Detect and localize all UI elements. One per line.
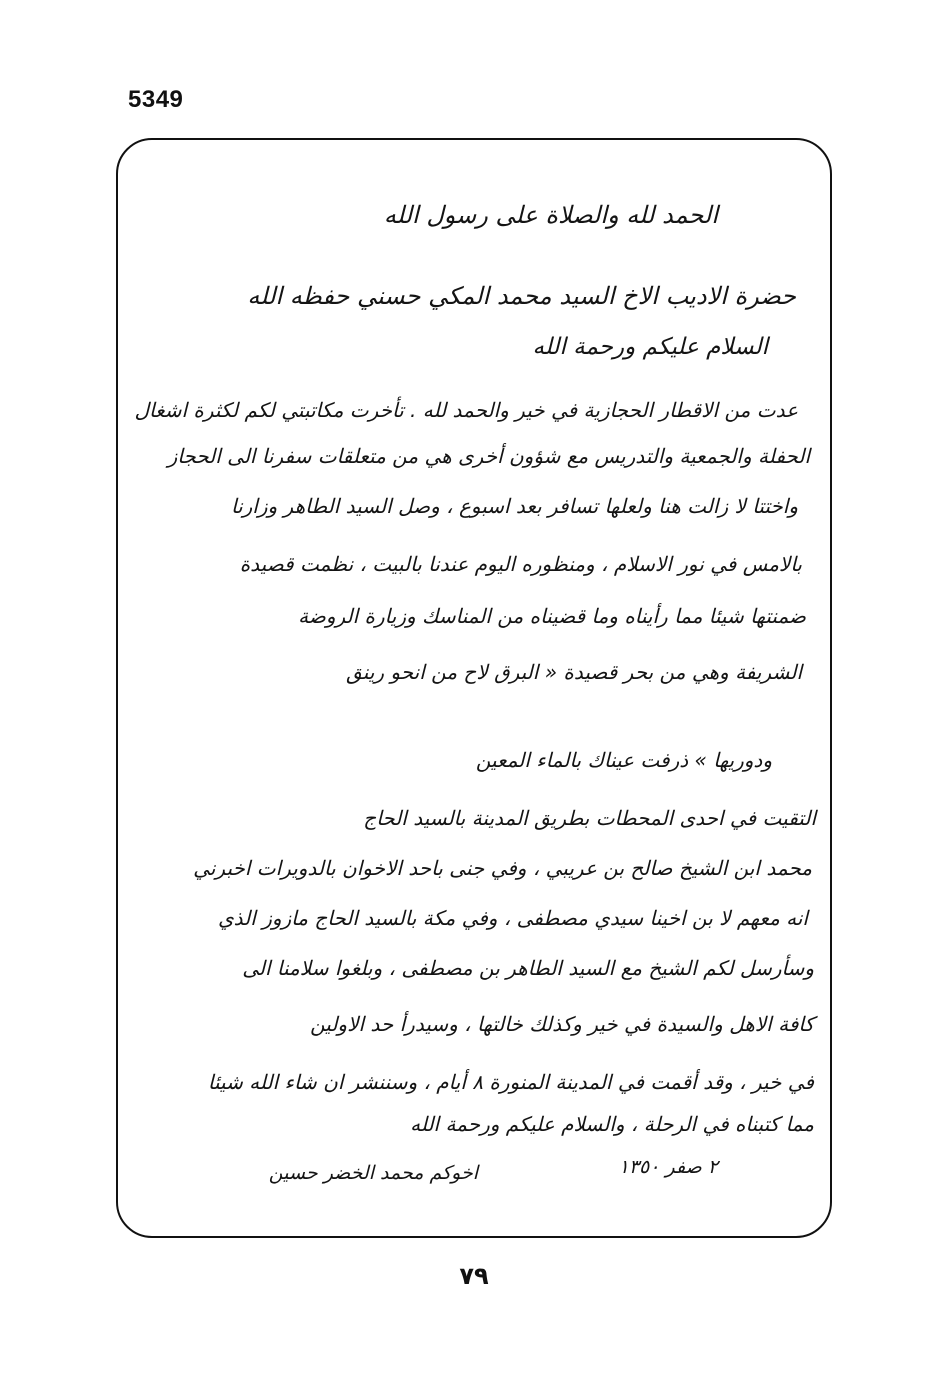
letter-body-line: وسأرسل لكم الشيخ مع السيد الطاهر بن مصطفى ، وبلغوا سلامنا الى [242,956,814,980]
letter-body-line: محمد ابن الشيخ صالح بن عريبي ، وفي جنى باحد الاخوان بالدويرات اخبرني [193,856,812,880]
letter-body-line: انه معهم لا بن اخينا سيدي مصطفى ، وفي مكة بالسيد الحاج مازوز الذي [218,906,808,930]
letter-body-line: بالامس في نور الاسلام ، ومنظوره اليوم عندنا بالبيت ، نظمت قصيدة [239,552,802,576]
letter-body-line: ودوريها » ذرفت عيناك بالماء المعين [475,748,772,772]
letter-body-line: الشريفة وهي من بحر قصيدة « البرق لاح من انحو رينق [346,660,802,684]
page-number: ٧٩ [459,1262,489,1290]
letter-signature: اخوكم محمد الخضر حسين [268,1162,478,1184]
letter-greeting: السلام عليكم ورحمة الله [532,334,768,360]
letter-body-line: في خير ، وقد أقمت في المدينة المنورة ٨ أيام ، وسننشر ان شاء الله شيئا [207,1070,814,1094]
letter-date: ٢ صفر ١٣٥٠ [618,1156,718,1178]
letter-body-line: عدت من الاقطار الحجازية في خير والحمد لله . تأخرت مكاتبتي لكم لكثرة اشغال [134,398,798,422]
letter-body-line: التقيت في احدى المحطات بطريق المدينة بالسيد الحاج [363,806,816,830]
document-id: 5349 [128,86,184,113]
letter-body-line: ضمنتها شيئا مما رأيناه وما قضيناه من المناسك وزيارة الروضة [298,604,806,628]
letter-body-line: كافة الاهل والسيدة في خير وكذلك خالتها ، وسيدرأ حد الاولين [310,1012,814,1036]
letter-addressee: حضرة الاديب الاخ السيد محمد المكي حسني حفظه الله [247,282,796,310]
letter-body-line: واختتا لا زالت هنا ولعلها تسافر بعد اسبوع ، وصل السيد الطاهر وزارنا [230,494,798,518]
letter-opening: الحمد لله والصلاة على رسول الله [383,201,718,229]
letter-body-line: الحفلة والجمعية والتدريس مع شؤون أخرى هي من متعلقات سفرنا الى الحجاز [167,444,810,468]
letter-body-line: مما كتبناه في الرحلة ، والسلام عليكم ورحمة الله [410,1112,814,1136]
